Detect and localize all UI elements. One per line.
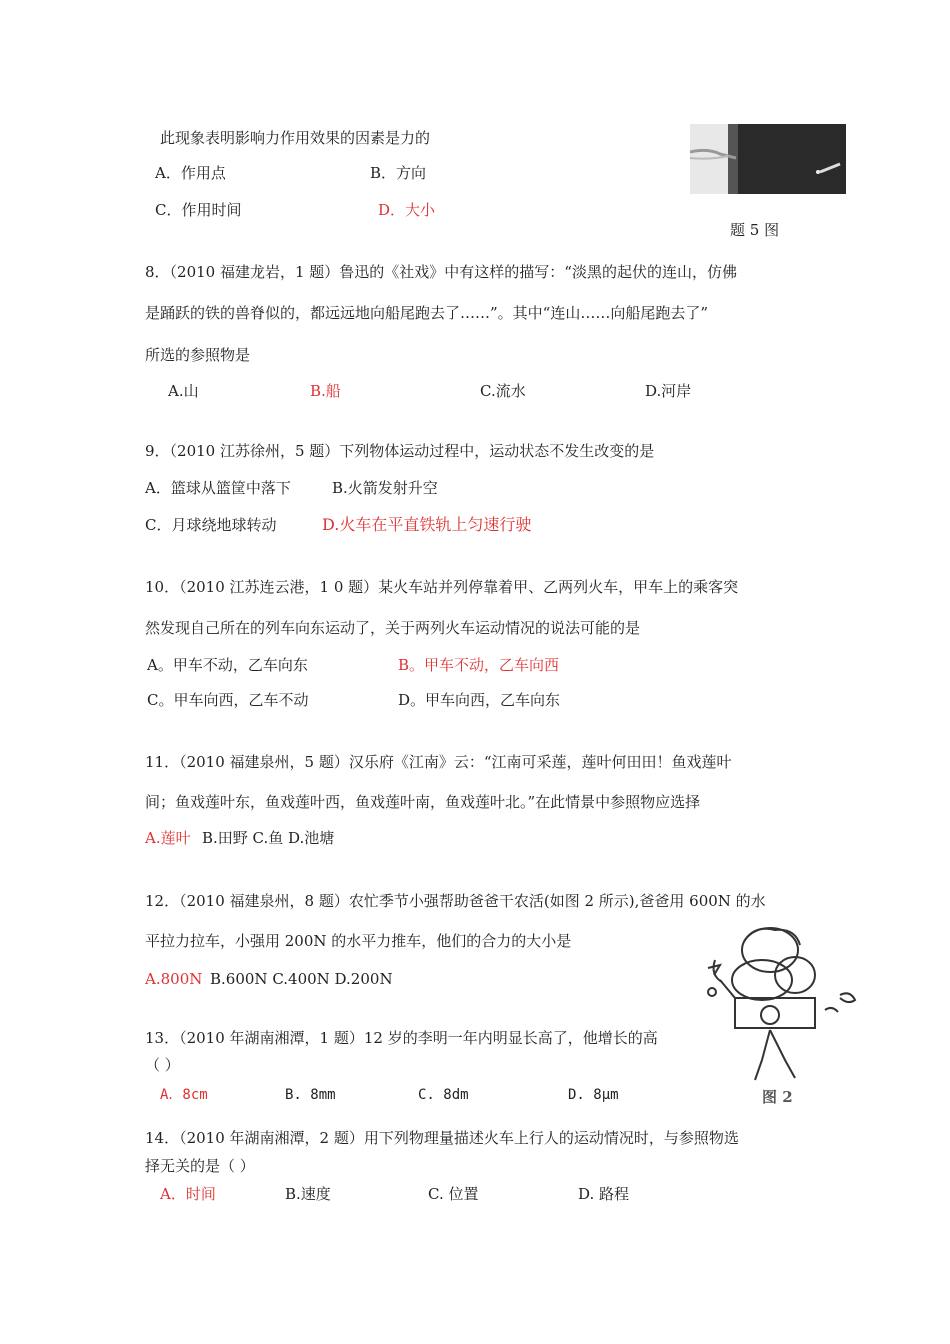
q8-option-b-answer: B.船 (310, 382, 341, 400)
q13-option-d: D. 8μm (568, 1087, 619, 1103)
q12-figure-caption: 图 2 (762, 1088, 793, 1106)
q8-line-1: 8．（2010 福建龙岩，1 题）鲁迅的《社戏》中有这样的描写：“淡黑的起伏的连山，仿佛 (145, 263, 737, 281)
q7-option-a: A．作用点 (155, 164, 226, 182)
q9-option-b: B.火箭发射升空 (332, 479, 438, 497)
q9-option-c: C．月球绕地球转动 (145, 516, 277, 534)
q13-line-2: （ ） (145, 1056, 180, 1074)
q14-option-b: B.速度 (285, 1185, 331, 1203)
q7-option-b: B．方向 (370, 164, 427, 182)
q13-option-b: B. 8mm (285, 1087, 336, 1103)
q13-line-1: 13．（2010 年湖南湘潭，1 题）12 岁的李明一年内明显长高了，他增长的高 (145, 1029, 658, 1047)
q13-option-c: C. 8dm (418, 1087, 469, 1103)
q8-option-c: C.流水 (480, 382, 526, 400)
q10-option-c: C。甲车向西，乙车不动 (147, 691, 309, 709)
q12-options-rest: B.600N C.400N D.200N (210, 970, 393, 988)
q7-figure-photo (690, 124, 846, 194)
q9-option-d-answer: D.火车在平直铁轨上匀速行驶 (322, 515, 532, 534)
q10-option-a: A。甲车不动，乙车向东 (147, 656, 308, 674)
q8-option-d: D.河岸 (645, 382, 692, 400)
q13-option-a-answer: A．8cm (160, 1087, 208, 1103)
q12-line-2: 平拉力拉车，小强用 200N 的水平力推车，他们的合力的大小是 (145, 932, 572, 950)
q10-option-b-answer: B。甲车不动，乙车向西 (398, 656, 560, 674)
q14-line-2: 择无关的是（ ） (145, 1157, 255, 1175)
q7-option-d-answer: D．大小 (378, 201, 436, 219)
q14-option-c: C. 位置 (428, 1185, 479, 1203)
q9-option-a: A．篮球从篮筐中落下 (145, 479, 291, 497)
q14-option-d: D. 路程 (578, 1185, 630, 1203)
q11-line-2: 间；鱼戏莲叶东，鱼戏莲叶西，鱼戏莲叶南，鱼戏莲叶北。”在此情景中参照物应选择 (145, 793, 701, 811)
q10-line-2: 然发现自己所在的列车向东运动了，关于两列火车运动情况的说法可能的是 (145, 619, 641, 637)
q11-options-rest: B.田野 C.鱼 D.池塘 (202, 829, 335, 847)
q11-line-1: 11．（2010 福建泉州，5 题）汉乐府《江南》云：“江南可采莲，莲叶何田田！鱼戏莲叶 (145, 753, 732, 771)
q7-stem: 此现象表明影响力作用效果的因素是力的 (160, 129, 431, 147)
q8-line-2: 是踊跃的铁的兽脊似的，都远远地向船尾跑去了……”。其中“连山……向船尾跑去了” (145, 304, 709, 322)
q10-option-d: D。甲车向西，乙车向东 (398, 691, 561, 709)
q8-option-a: A.山 (168, 382, 199, 400)
q9-line-1: 9．（2010 江苏徐州，5 题）下列物体运动过程中，运动状态不发生改变的是 (145, 442, 655, 460)
q7-figure-caption: 题 5 图 (730, 221, 780, 239)
q14-option-a-answer: A．时间 (160, 1185, 216, 1203)
q14-line-1: 14．（2010 年湖南湘潭，2 题）用下列物理量描述火车上行人的运动情况时，与参照物选 (145, 1129, 739, 1147)
q7-option-c: C．作用时间 (155, 201, 242, 219)
q12-figure-cart-illustration (700, 920, 865, 1090)
q12-line-1: 12．（2010 福建泉州，8 题）农忙季节小强帮助爸爸干农活(如图 2 所示),爸爸用 600N 的水 (145, 892, 766, 910)
q11-option-a-answer: A.莲叶 (145, 829, 191, 847)
q8-line-3: 所选的参照物是 (145, 346, 251, 364)
q12-option-a-answer: A.800N (145, 970, 203, 988)
q10-line-1: 10．（2010 江苏连云港，1 0 题）某火车站并列停靠着甲、乙两列火车，甲车上的乘客突 (145, 578, 739, 596)
